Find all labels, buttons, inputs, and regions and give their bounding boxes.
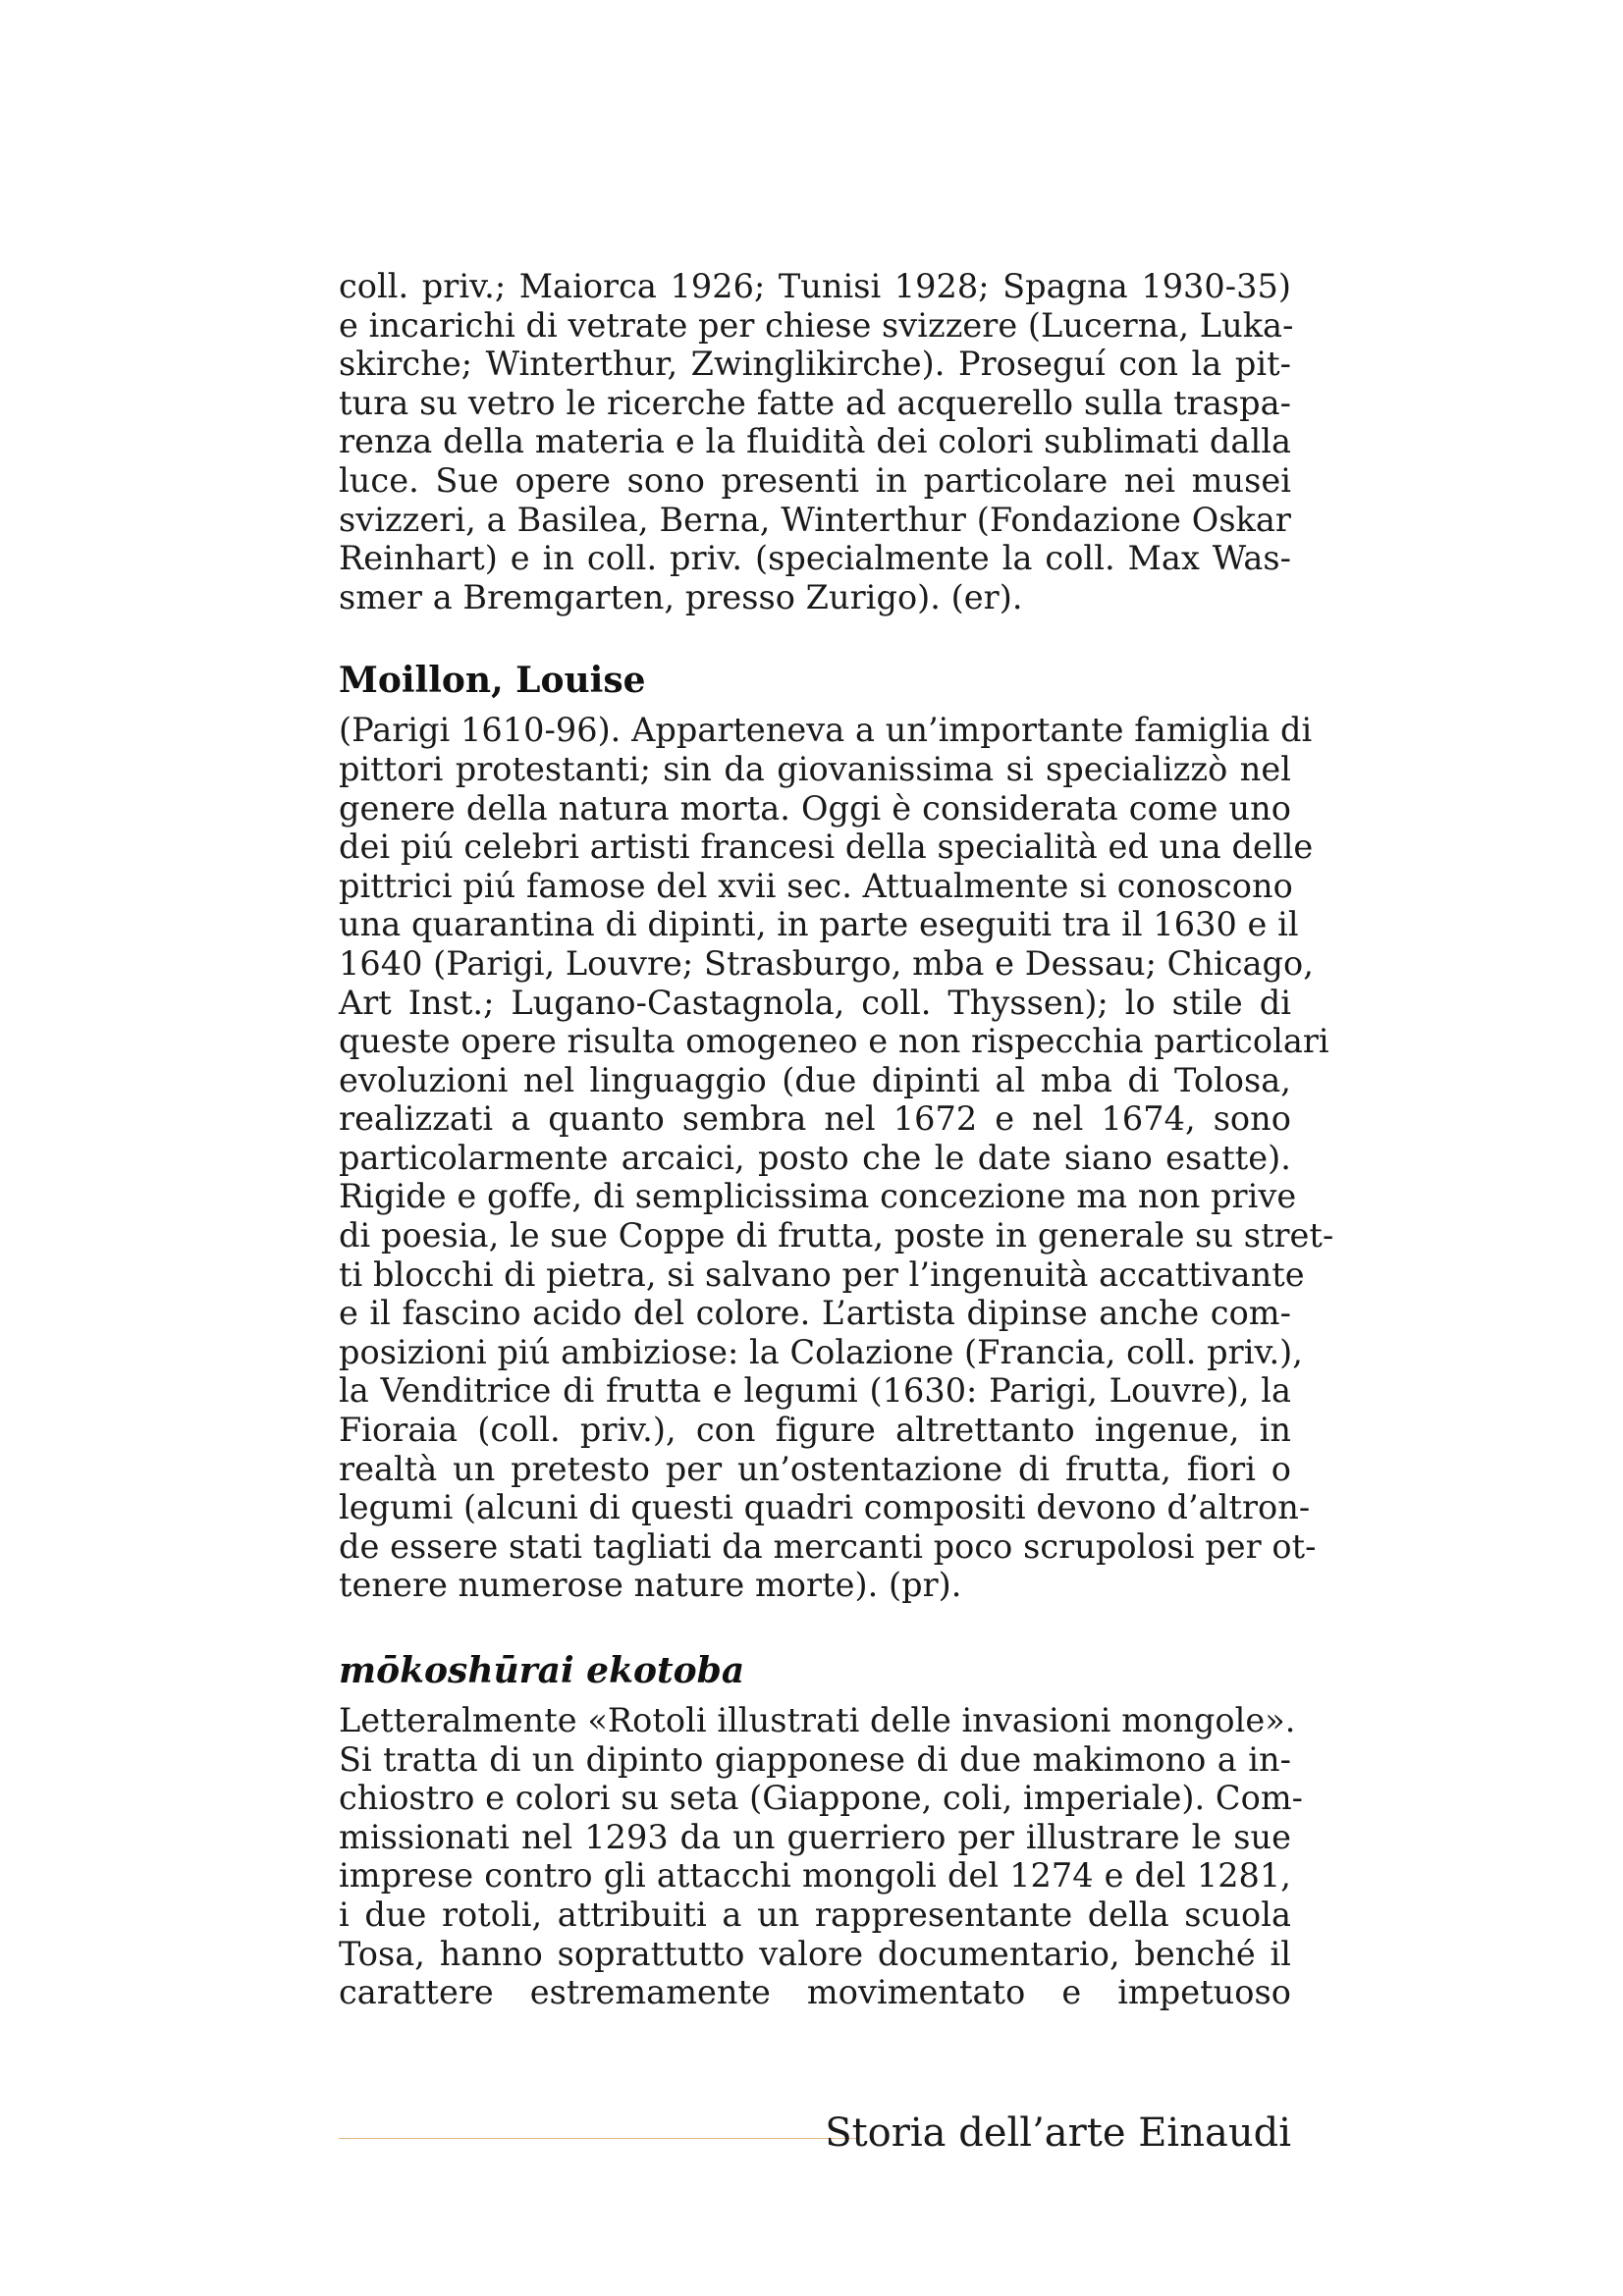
text-line: svizzeri, a Basilea, Berna, Winterthur (Fondazione Oskar — [339, 500, 1291, 539]
text-line: Tosa, hanno soprattutto valore documentario, benché il — [339, 1934, 1291, 1973]
text-line: i due rotoli, attribuiti a un rappresentante della scuola — [339, 1895, 1291, 1934]
text-line: imprese contro gli attacchi mongoli del 1274 e del 1281, — [339, 1856, 1291, 1896]
text-line: tenere numerose nature morte). (pr). — [339, 1566, 962, 1605]
entry-body-moillon — [339, 711, 1334, 1605]
entry-title-mokoshurai: mōkoshūrai ekotoba — [339, 1650, 745, 1691]
text-line: ti blocchi di pietra, si salvano per l’ingenuità accattivante — [339, 1255, 1305, 1294]
text-line: skirche; Winterthur, Zwinglikirche). Proseguí con la pit- — [339, 345, 1291, 384]
text-line: posizioni piú ambiziose: la Colazione (Francia, coll. priv.), — [339, 1332, 1303, 1371]
text-line: Reinhart) e in coll. priv. (specialmente la coll. Max Was- — [339, 539, 1291, 578]
text-line: legumi (alcuni di questi quadri compositi devono d’altron- — [339, 1488, 1311, 1527]
text-line: Fioraia (coll. priv.), con figure altrettanto ingenue, in — [339, 1411, 1291, 1450]
text-line: luce. Sue opere sono presenti in particolare nei musei — [339, 460, 1291, 500]
footer-rule — [339, 2138, 857, 2139]
text-line: e il fascino acido del colore. L’artista dipinse anche com- — [339, 1294, 1291, 1333]
text-line: Rigide e goffe, di semplicissima concezione ma non prive — [339, 1177, 1297, 1216]
continuation-paragraph — [339, 267, 1294, 616]
text-line: smer a Bremgarten, presso Zurigo). (er). — [339, 577, 1023, 616]
text-line: Letteralmente «Rotoli illustrati delle invasioni mongole». — [339, 1701, 1296, 1739]
text-line: tura su vetro le ricerche fatte ad acquerello sulla traspa- — [339, 383, 1291, 422]
text-line: coll. priv.; Maiorca 1926; Tunisi 1928; Spagna 1930-35) — [339, 267, 1291, 305]
text-line: una quarantina di dipinti, in parte eseguiti tra il 1630 e il — [339, 905, 1299, 944]
entry-body-mokoshurai — [339, 1701, 1304, 2012]
text-line: Art Inst.; Lugano-Castagnola, coll. Thyssen); lo stile di — [339, 983, 1291, 1022]
text-line: realtà un pretesto per un’ostentazione di frutta, fiori o — [339, 1449, 1291, 1488]
text-line: (Parigi 1610-96). Apparteneva a un’importante famiglia di — [339, 711, 1313, 750]
text-line: de essere stati tagliati da mercanti poco scrupolosi per ot- — [339, 1526, 1317, 1566]
text-line: Si tratta di un dipinto giapponese di due makimono a in- — [339, 1739, 1291, 1779]
entry-title-moillon: Moillon, Louise — [339, 660, 646, 702]
page-footer — [339, 2110, 1291, 2156]
footer-publication-title: Storia dell’arte Einaudi — [825, 2110, 1291, 2156]
text-line: e incarichi di vetrate per chiese svizzere (Lucerna, Luka- — [339, 305, 1294, 345]
text-line: 1640 (Parigi, Louvre; Strasburgo, mba e Dessau; Chicago, — [339, 943, 1314, 983]
text-line: evoluzioni nel linguaggio (due dipinti al mba di Tolosa, — [339, 1060, 1291, 1099]
text-line: queste opere risulta omogeneo e non rispecchia particolari — [339, 1022, 1329, 1061]
text-line: pittrici piú famose del xvii sec. Attualmente si conoscono — [339, 866, 1293, 905]
text-line: di poesia, le sue Coppe di frutta, poste in generale su stret- — [339, 1216, 1334, 1255]
text-line: dei piú celebri artisti francesi della specialità ed una delle — [339, 828, 1314, 867]
text-line: genere della natura morta. Oggi è considerata come uno — [339, 788, 1291, 828]
text-line: realizzati a quanto sembra nel 1672 e nel 1674, sono — [339, 1099, 1291, 1139]
page-body — [339, 267, 1334, 2012]
text-line: la Venditrice di frutta e legumi (1630: Parigi, Louvre), la — [339, 1371, 1291, 1411]
text-line: chiostro e colori su seta (Giappone, coli, imperiale). Com- — [339, 1779, 1304, 1818]
text-line: pittori protestanti; sin da giovanissima si specializzò nel — [339, 749, 1291, 788]
text-line: particolarmente arcaici, posto che le date siano esatte). — [339, 1138, 1291, 1177]
text-line: renza della materia e la fluidità dei colori sublimati dalla — [339, 422, 1291, 461]
text-line: carattere estremamente movimentato e impetuoso — [339, 1973, 1291, 2012]
text-line: missionati nel 1293 da un guerriero per illustrare le sue — [339, 1817, 1291, 1856]
